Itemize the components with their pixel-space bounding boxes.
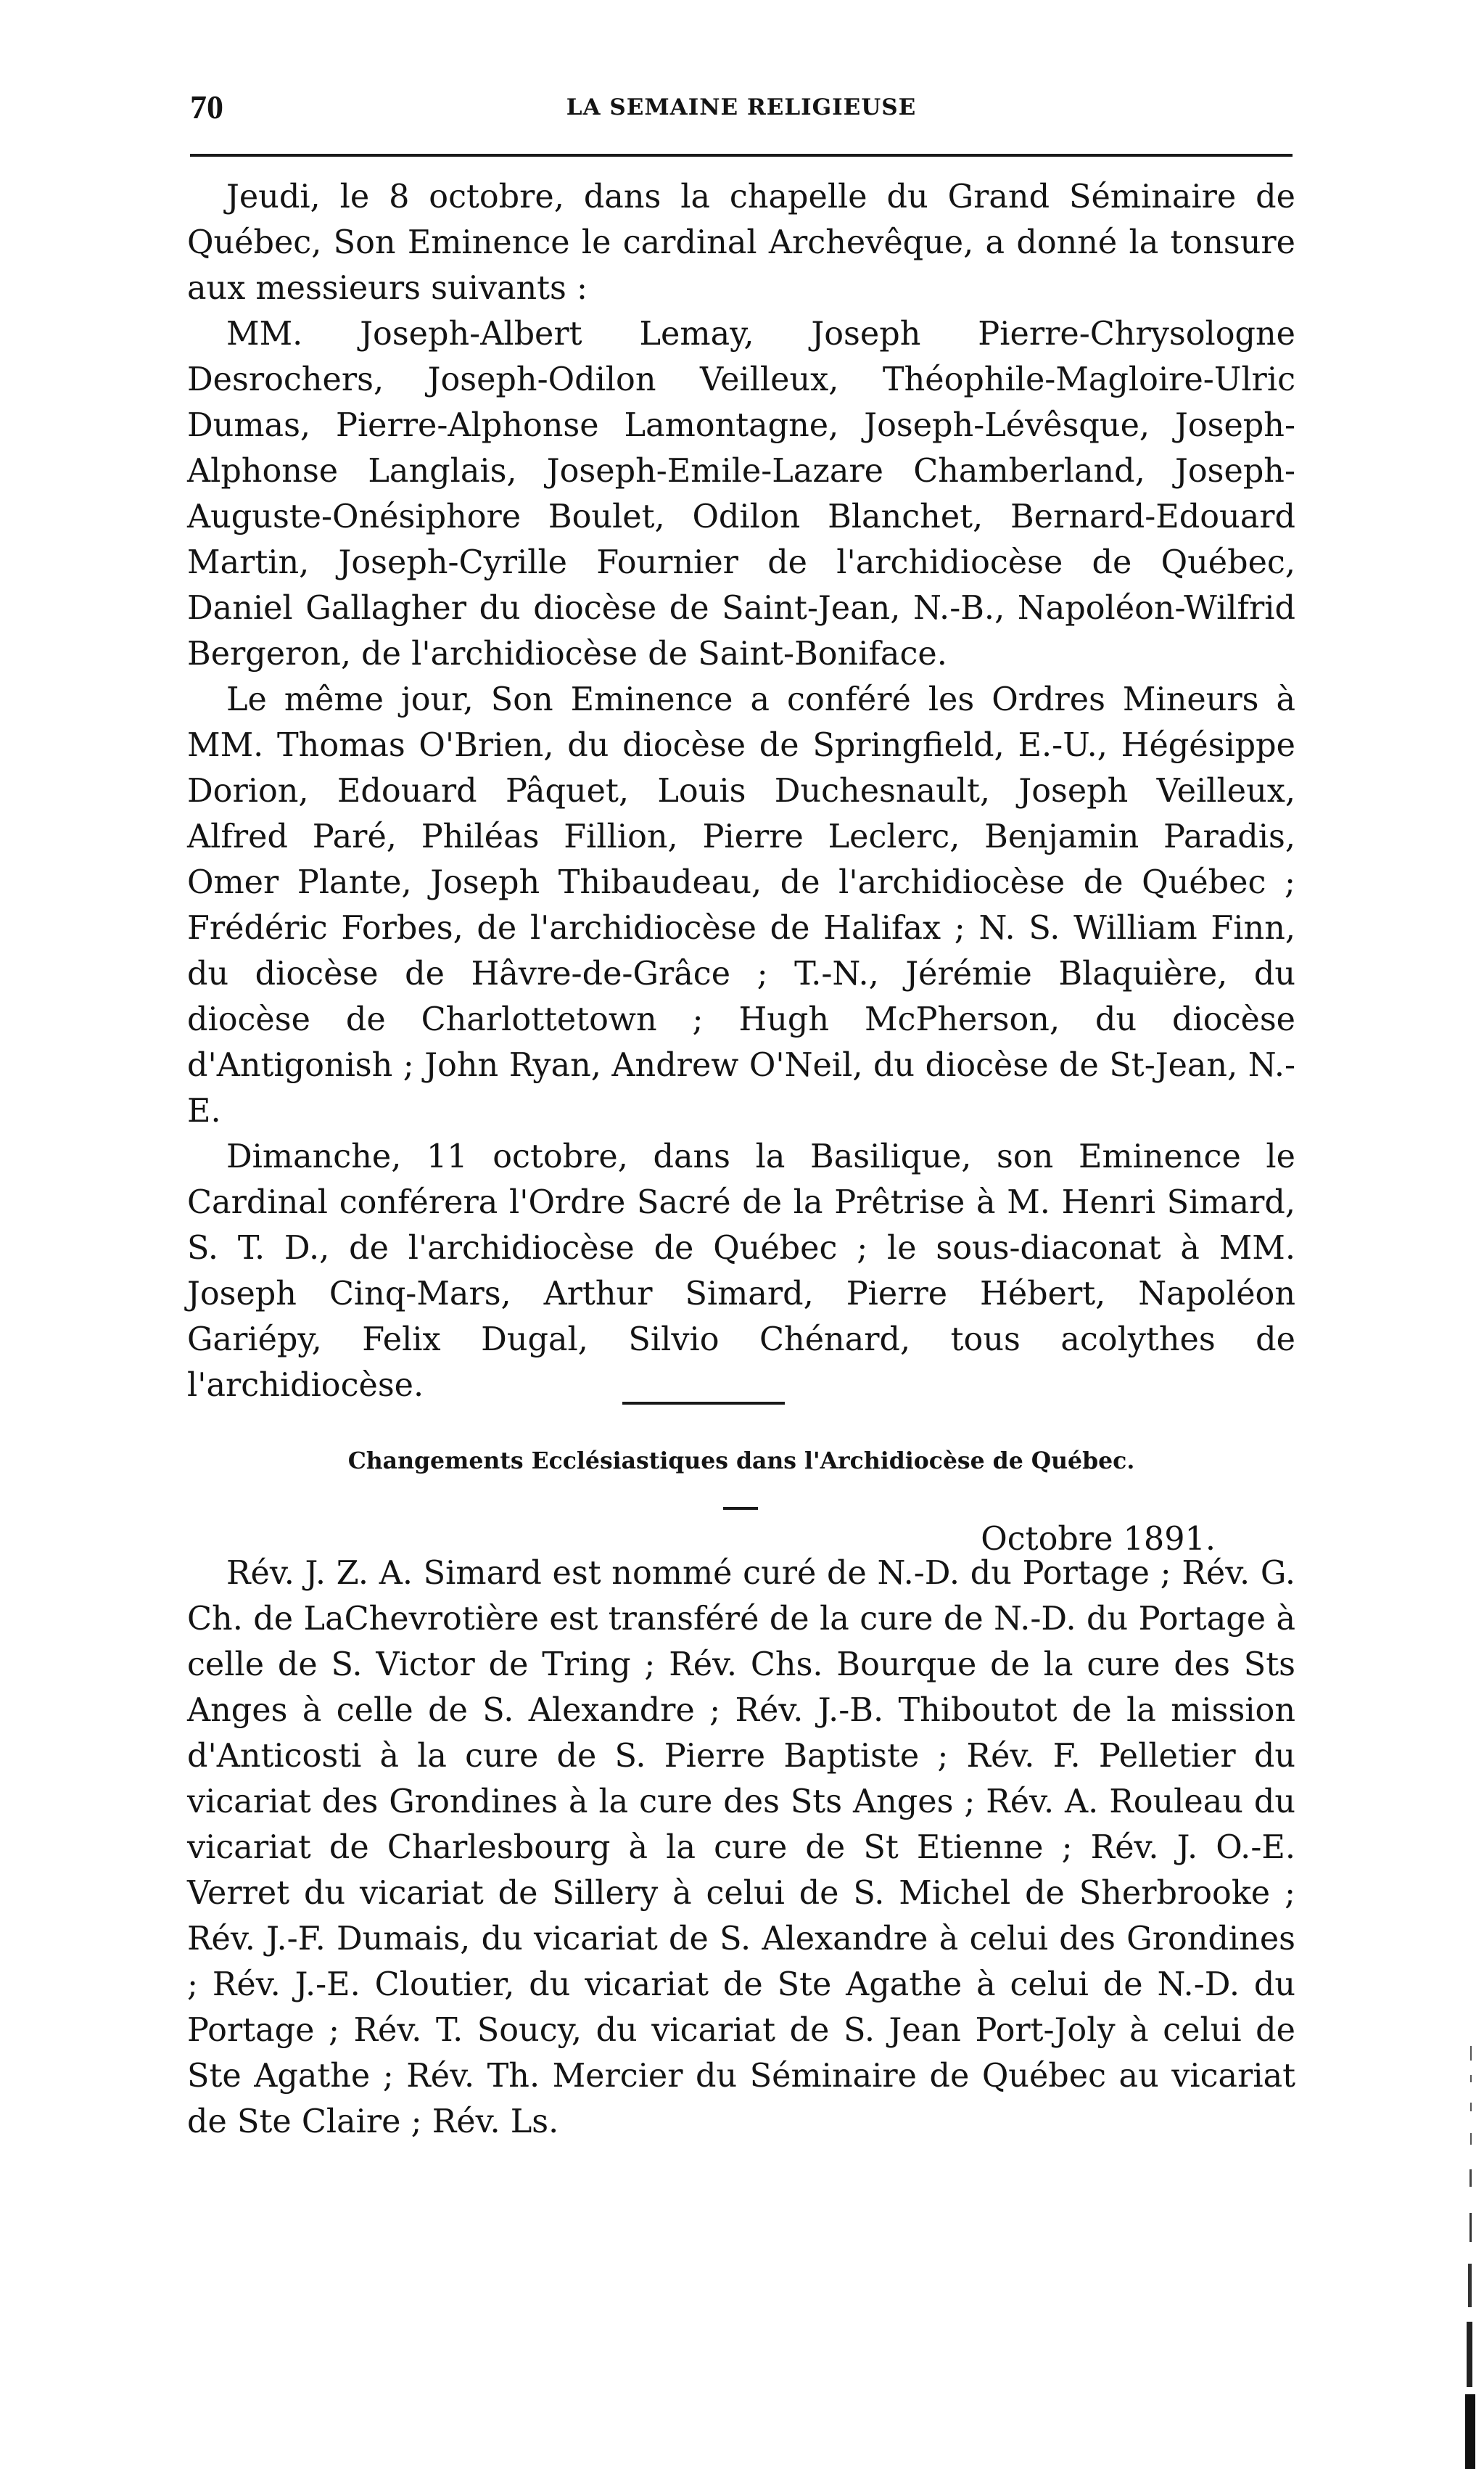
section-date: Octobre 1891. xyxy=(981,1521,1216,1558)
section-divider xyxy=(622,1402,785,1405)
title-dash xyxy=(723,1507,758,1510)
ordinations-section xyxy=(187,174,1295,1408)
paragraph-tonsure-names: MM. Joseph-Albert Lemay, Joseph Pierre-Chrysologne Desrochers, Joseph-Odilon Veilleux, Théophile-Magloire-Ulric Dumas, Pierre-Alphonse Lamontagne, Joseph-Lévêsque, Joseph-Alphonse Langlais, Joseph-Emile-Lazare Chamberland, Joseph-Auguste-Onésiphore Boulet, Odilon Blanchet, Bernard-Edouard Martin, Joseph-Cyrille Fournier de l'archidiocèse de Québec, Daniel Gallagher du diocèse de Saint-Jean, N.-B., Napoléon-Wilfrid Bergeron, de l'archidiocèse de Saint-Boniface. xyxy=(187,316,1295,673)
paragraph-minor-orders: Le même jour, Son Eminence a conféré les Ordres Mineurs à MM. Thomas O'Brien, du diocèse de Springfield, E.-U., Hégésippe Dorion, Edouard Pâquet, Louis Duchesnault, Joseph Veilleux, Alfred Paré, Philéas Fillion, Pierre Leclerc, Benjamin Paradis, Omer Plante, Joseph Thibaudeau, de l'archidiocèse de Québec ; Frédéric Forbes, de l'archidiocèse de Halifax ; N. S. William Finn, du diocèse de Hâvre-de-Grâce ; T.-N., Jérémie Blaquière, du diocèse de Charlottetown ; Hugh McPherson, du diocèse d'Antigonish ; John Ryan, Andrew O'Neil, du diocèse de St-Jean, N.-E. xyxy=(187,681,1295,1130)
page-number: 70 xyxy=(190,89,223,126)
paragraph-tonsure: Jeudi, le 8 octobre, dans la chapelle du Grand Séminaire de Québec, Son Eminence le cardinal Archevêque, a donné la tonsure aux messieurs suivants : xyxy=(187,178,1295,307)
paragraph-clergy-changes: Rév. J. Z. A. Simard est nommé curé de N.-D. du Portage ; Rév. G. Ch. de LaChevrotière est transféré de la cure de N.-D. du Portage à celle de S. Victor de Tring ; Rév. Chs. Bourque de la cure des Sts Anges à celle de S. Alexandre ; Rév. J.-B. Thiboutot de la mission d'Anticosti à la cure de S. Pierre Baptiste ; Rév. F. Pelletier du vicariat des Grondines à la cure des Sts Anges ; Rév. A. Rouleau du vicariat de Charlesbourg à la cure de St Etienne ; Rév. J. O.-E. Verret du vicariat de Sillery à celui de S. Michel de Sherbrooke ; Rév. J.-F. Dumais, du vicariat de S. Alexandre à celui des Grondines ; Rév. J.-E. Cloutier, du vicariat de Ste Agathe à celui de N.-D. du Portage ; Rév. T. Soucy, du vicariat de S. Jean Port-Joly à celui de Ste Agathe ; Rév. Th. Mercier du Séminaire de Québec au vicariat de Ste Claire ; Rév. Ls. xyxy=(187,1555,1295,2140)
page-edge-marks xyxy=(1464,2046,1477,2469)
running-title: LA SEMAINE RELIGIEUSE xyxy=(566,94,917,120)
page-header xyxy=(190,86,1293,129)
section-title: Changements Ecclésiastiques dans l'Archidiocèse de Québec. xyxy=(347,1447,1135,1474)
changes-section xyxy=(187,1550,1295,2145)
header-rule xyxy=(190,154,1293,157)
paragraph-priesthood: Dimanche, 11 octobre, dans la Basilique, son Eminence le Cardinal conférera l'Ordre Sacré de la Prêtrise à M. Henri Simard, S. T. D., de l'archidiocèse de Québec ; le sous-diaconat à MM. Joseph Cinq-Mars, Arthur Simard, Pierre Hébert, Napoléon Gariépy, Felix Dugal, Silvio Chénard, tous acolythes de l'archidiocèse. xyxy=(187,1138,1295,1404)
